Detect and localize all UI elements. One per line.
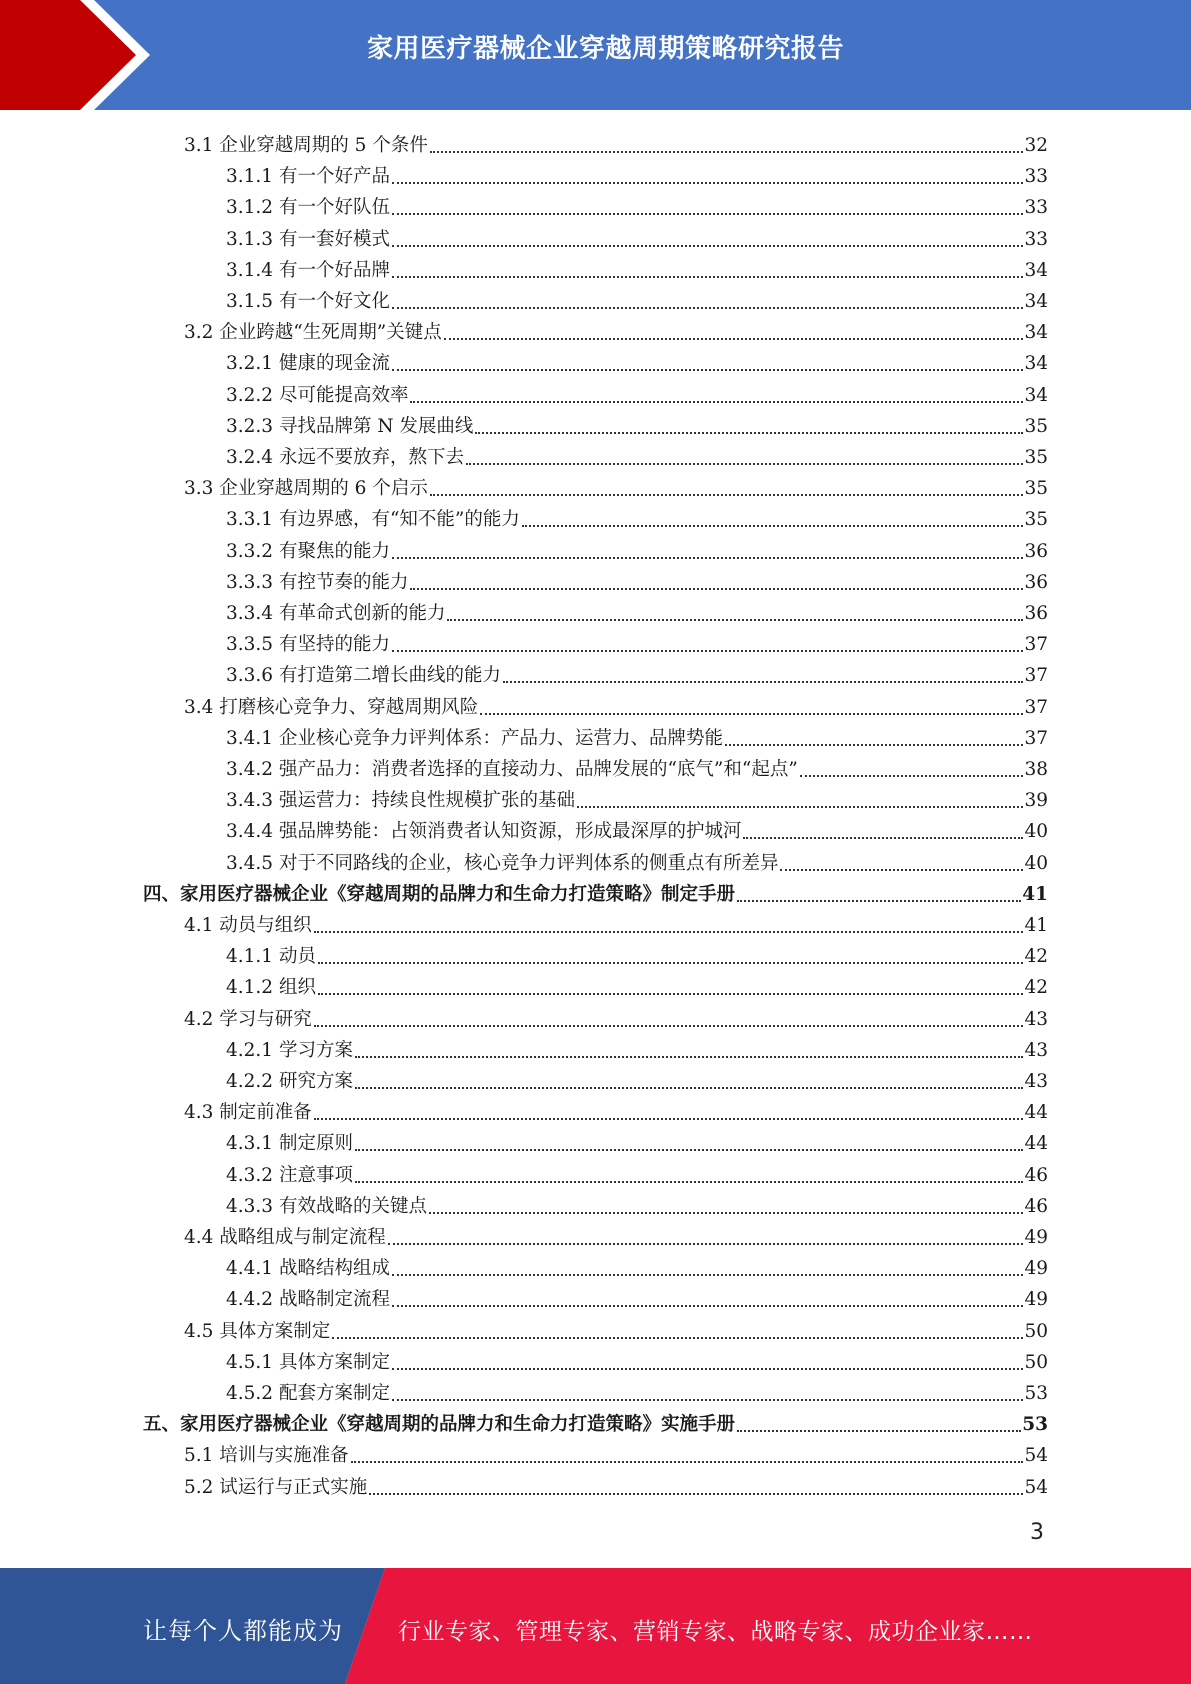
toc-dot-leader: [355, 1087, 1024, 1089]
toc-dot-leader: [392, 307, 1023, 309]
toc-entry-page: 41: [1022, 883, 1048, 905]
toc-entry-page: 43: [1024, 1039, 1048, 1061]
toc-entry-title: 四、家用医疗器械企业《穿越周期的品牌力和生命力打造策略》制定手册: [143, 883, 736, 905]
toc-entry-page: 39: [1024, 790, 1048, 812]
toc-entry-title: 4.5.2 配套方案制定: [226, 1383, 390, 1404]
toc-entry-page: 36: [1024, 571, 1048, 593]
toc-entry[interactable]: [226, 252, 1048, 283]
toc-entry[interactable]: [184, 689, 1048, 720]
toc-entry[interactable]: [226, 564, 1048, 595]
toc-entry-title: 4.2.1 学习方案: [226, 1039, 353, 1061]
toc-entry-page: 50: [1024, 1320, 1048, 1342]
toc-entry-title: 3.1.4 有一个好品牌: [226, 259, 390, 281]
toc-entry-page: 38: [1024, 759, 1048, 780]
toc-entry-title: 4.3.3 有效战略的关键点: [226, 1195, 427, 1217]
toc-entry-title: 4.1 动员与组织: [184, 915, 312, 936]
toc-entry[interactable]: [226, 1281, 1048, 1312]
toc-entry-title: 3.1 企业穿越周期的 5 个条件: [184, 135, 428, 156]
toc-entry-title: 3.3.3 有控节奏的能力: [226, 571, 409, 593]
toc-entry-page: 36: [1024, 603, 1048, 624]
toc-entry[interactable]: [226, 938, 1048, 969]
toc-entry-page: 35: [1024, 478, 1048, 500]
toc-entry-title: 3.1.5 有一个好文化: [226, 291, 390, 312]
toc-dot-leader: [577, 806, 1023, 808]
toc-dot-leader: [447, 619, 1023, 621]
toc-entry-page: 37: [1024, 727, 1048, 749]
toc-entry-title: 4.5 具体方案制定: [184, 1320, 331, 1342]
toc-entry-title: 3.4.3 强运营力：持续良性规模扩张的基础: [226, 790, 575, 812]
toc-entry-page: 34: [1024, 384, 1048, 406]
toc-dot-leader: [388, 1243, 1024, 1245]
toc-dot-leader: [355, 1056, 1024, 1058]
toc-entry-page: 37: [1024, 696, 1048, 718]
toc-entry[interactable]: [226, 189, 1048, 220]
toc-entry-page: 43: [1024, 1071, 1048, 1092]
toc-entry[interactable]: [226, 1250, 1048, 1281]
toc-dot-leader: [392, 182, 1023, 184]
toc-entry-page: 50: [1024, 1351, 1048, 1373]
toc-entry[interactable]: [226, 283, 1048, 314]
toc-entry-title: 4.4 战略组成与制定流程: [184, 1227, 386, 1248]
toc-entry-page: 34: [1024, 353, 1048, 375]
toc-entry-title: 4.2.2 研究方案: [226, 1071, 353, 1092]
toc-dot-leader: [429, 1212, 1023, 1214]
toc-entry-title: 4.2 学习与研究: [184, 1008, 312, 1030]
toc-entry-page: 33: [1024, 197, 1048, 219]
toc-entry-page: 36: [1024, 540, 1048, 562]
toc-dot-leader: [392, 245, 1023, 247]
toc-entry[interactable]: [226, 657, 1048, 688]
toc-entry[interactable]: [226, 408, 1048, 439]
toc-dot-leader: [743, 837, 1023, 839]
toc-dot-leader: [392, 276, 1023, 278]
toc-entry-title: 4.5.1 具体方案制定: [226, 1351, 390, 1373]
toc-entry-page: 54: [1024, 1476, 1048, 1498]
toc-dot-leader: [522, 525, 1024, 527]
toc-dot-leader: [392, 1305, 1023, 1307]
toc-entry-title: 3.1.1 有一个好产品: [226, 166, 390, 188]
toc-dot-leader: [737, 1430, 1021, 1432]
toc-entry-page: 37: [1024, 665, 1048, 687]
toc-dot-leader: [410, 401, 1023, 403]
toc-entry[interactable]: [226, 1344, 1048, 1375]
toc-dot-leader: [314, 1025, 1024, 1027]
toc-entry-page: 49: [1024, 1227, 1048, 1248]
toc-dot-leader: [392, 1368, 1023, 1370]
toc-entry[interactable]: [184, 1313, 1048, 1344]
toc-entry-title: 4.3.1 制定原则: [226, 1133, 353, 1155]
toc-entry[interactable]: [226, 1032, 1048, 1063]
toc-entry-title: 3.2.1 健康的现金流: [226, 353, 390, 375]
toc-dot-leader: [332, 1337, 1023, 1339]
toc-entry-title: 3.2.4 永远不要放弃，熬下去: [226, 447, 464, 468]
toc-dot-leader: [475, 432, 1023, 434]
toc-entry[interactable]: [226, 501, 1048, 532]
page-header: [0, 0, 1191, 110]
toc-entry[interactable]: [226, 1157, 1048, 1188]
toc-entry-title: 4.3 制定前准备: [184, 1102, 312, 1124]
toc-entry-page: 46: [1024, 1195, 1048, 1217]
toc-entry-title: 3.2.3 寻找品牌第 N 发展曲线: [226, 415, 474, 437]
toc-entry-title: 3.3 企业穿越周期的 6 个启示: [184, 478, 428, 500]
toc-entry-title: 3.2 企业跨越“生死周期”关键点: [184, 322, 442, 344]
toc-entry[interactable]: [143, 1406, 1048, 1437]
toc-entry-page: 46: [1024, 1164, 1048, 1186]
toc-entry[interactable]: [226, 813, 1048, 844]
toc-entry[interactable]: [143, 876, 1048, 907]
toc-entry-title: 3.3.6 有打造第二增长曲线的能力: [226, 665, 501, 687]
toc-entry-page: 54: [1024, 1445, 1048, 1467]
toc-entry-title: 3.2.2 尽可能提高效率: [226, 384, 409, 406]
toc-dot-leader: [430, 151, 1024, 153]
toc-entry-page: 34: [1024, 291, 1048, 312]
toc-dot-leader: [430, 494, 1024, 496]
toc-entry-page: 34: [1024, 322, 1048, 344]
toc-entry-title: 5.1 培训与实施准备: [184, 1445, 349, 1467]
toc-entry[interactable]: [184, 907, 1048, 938]
toc-dot-leader: [444, 338, 1024, 340]
toc-entry[interactable]: [226, 221, 1048, 252]
toc-dot-leader: [725, 744, 1023, 746]
toc-entry[interactable]: [226, 782, 1048, 813]
toc-dot-leader: [392, 1399, 1023, 1401]
toc-entry-title: 3.4.5 对于不同路线的企业，核心竞争力评判体系的侧重点有所差异: [226, 852, 779, 874]
toc-dot-leader: [737, 900, 1021, 902]
toc-entry[interactable]: [226, 595, 1048, 626]
toc-dot-leader: [318, 993, 1024, 995]
toc-entry-page: 42: [1024, 977, 1048, 999]
toc-dot-leader: [392, 369, 1023, 371]
toc-dot-leader: [480, 713, 1023, 715]
toc-dot-leader: [780, 869, 1023, 871]
toc-entry-page: 44: [1024, 1133, 1048, 1155]
toc-entry-page: 49: [1024, 1258, 1048, 1280]
toc-entry-title: 5.2 试运行与正式实施: [184, 1476, 368, 1498]
toc-entry[interactable]: [226, 845, 1048, 876]
toc-dot-leader: [355, 1181, 1024, 1183]
toc-entry-page: 35: [1024, 509, 1048, 531]
toc-entry[interactable]: [226, 1375, 1048, 1406]
toc-entry-title: 3.4 打磨核心竞争力、穿越周期风险: [184, 696, 479, 718]
toc-entry[interactable]: [184, 1469, 1048, 1500]
toc-entry[interactable]: [184, 314, 1048, 345]
toc-entry-page: 35: [1024, 415, 1048, 437]
document-title: 家用医疗器械企业穿越周期策略研究报告: [366, 34, 844, 64]
toc-dot-leader: [466, 463, 1023, 465]
toc-entry[interactable]: [226, 1125, 1048, 1156]
toc-entry[interactable]: [226, 439, 1048, 470]
toc-entry-title: 3.4.4 强品牌势能：占领消费者认知资源，形成最深厚的护城河: [226, 821, 742, 843]
toc-entry[interactable]: [226, 1188, 1048, 1219]
toc-entry-title: 五、家用医疗器械企业《穿越周期的品牌力和生命力打造策略》实施手册: [143, 1414, 736, 1436]
toc-entry[interactable]: [226, 720, 1048, 751]
toc-entry[interactable]: [184, 1001, 1048, 1032]
toc-dot-leader: [392, 650, 1023, 652]
page-footer: [0, 1568, 1191, 1684]
toc-entry-page: 44: [1024, 1102, 1048, 1124]
toc-entry-page: 42: [1024, 946, 1048, 968]
toc-dot-leader: [503, 681, 1023, 683]
toc-entry-page: 41: [1024, 915, 1048, 936]
toc-entry-page: 33: [1024, 166, 1048, 188]
toc-entry[interactable]: [226, 969, 1048, 1000]
toc-dot-leader: [392, 1274, 1023, 1276]
toc-entry-page: 49: [1024, 1289, 1048, 1311]
toc-entry-title: 3.1.2 有一个好队伍: [226, 197, 390, 219]
toc-entry-page: 43: [1024, 1008, 1048, 1030]
toc-entry-page: 40: [1024, 821, 1048, 843]
footer-slogan-right: 行业专家、管理专家、营销专家、战略专家、成功企业家……: [398, 1619, 1033, 1645]
toc-entry[interactable]: [184, 127, 1048, 158]
toc-entry[interactable]: [226, 345, 1048, 376]
toc-entry-page: 33: [1024, 228, 1048, 250]
toc-entry[interactable]: [226, 751, 1048, 782]
toc-entry-title: 3.4.1 企业核心竞争力评判体系：产品力、运营力、品牌势能: [226, 727, 723, 749]
toc-entry-page: 53: [1024, 1383, 1048, 1404]
toc-entry[interactable]: [226, 158, 1048, 189]
toc-entry[interactable]: [184, 1437, 1048, 1468]
toc-entry-title: 3.1.3 有一套好模式: [226, 228, 390, 250]
toc-entry[interactable]: [226, 377, 1048, 408]
toc-dot-leader: [355, 1149, 1024, 1151]
toc-dot-leader: [410, 588, 1023, 590]
toc-entry-title: 4.3.2 注意事项: [226, 1164, 353, 1186]
toc-entry[interactable]: [184, 470, 1048, 501]
toc-entry-title: 3.3.1 有边界感，有“知不能”的能力: [226, 509, 520, 531]
toc-entry[interactable]: [226, 626, 1048, 657]
toc-entry[interactable]: [184, 1219, 1048, 1250]
toc-dot-leader: [369, 1493, 1023, 1495]
toc-dot-leader: [314, 1118, 1024, 1120]
toc-dot-leader: [351, 1461, 1024, 1463]
toc-entry-title: 3.4.2 强产品力：消费者选择的直接动力、品牌发展的“底气”和“起点”: [226, 759, 798, 780]
toc-dot-leader: [392, 557, 1023, 559]
toc-entry-title: 4.1.2 组织: [226, 977, 316, 999]
toc-entry-title: 4.1.1 动员: [226, 946, 316, 968]
toc-entry[interactable]: [226, 1063, 1048, 1094]
toc-entry[interactable]: [226, 533, 1048, 564]
toc-entry-title: 4.4.2 战略制定流程: [226, 1289, 390, 1311]
toc-entry-page: 34: [1024, 259, 1048, 281]
toc-entry-page: 53: [1022, 1414, 1048, 1436]
toc-entry-page: 32: [1024, 135, 1048, 156]
page-number: 3: [1030, 1520, 1044, 1545]
toc-entry-page: 40: [1024, 852, 1048, 874]
toc-dot-leader: [800, 775, 1024, 777]
toc-entry-title: 3.3.4 有革命式创新的能力: [226, 603, 446, 624]
toc-entry[interactable]: [184, 1094, 1048, 1125]
toc-dot-leader: [314, 931, 1024, 933]
toc-dot-leader: [392, 213, 1023, 215]
toc-entry-title: 3.3.2 有聚焦的能力: [226, 540, 390, 562]
toc-entry-page: 35: [1024, 447, 1048, 468]
toc-entry-title: 4.4.1 战略结构组成: [226, 1258, 390, 1280]
toc-dot-leader: [318, 962, 1024, 964]
toc-entry-title: 3.3.5 有坚持的能力: [226, 634, 390, 656]
toc-entry-page: 37: [1024, 634, 1048, 656]
footer-slogan-left: 让每个人都能成为: [143, 1617, 343, 1645]
